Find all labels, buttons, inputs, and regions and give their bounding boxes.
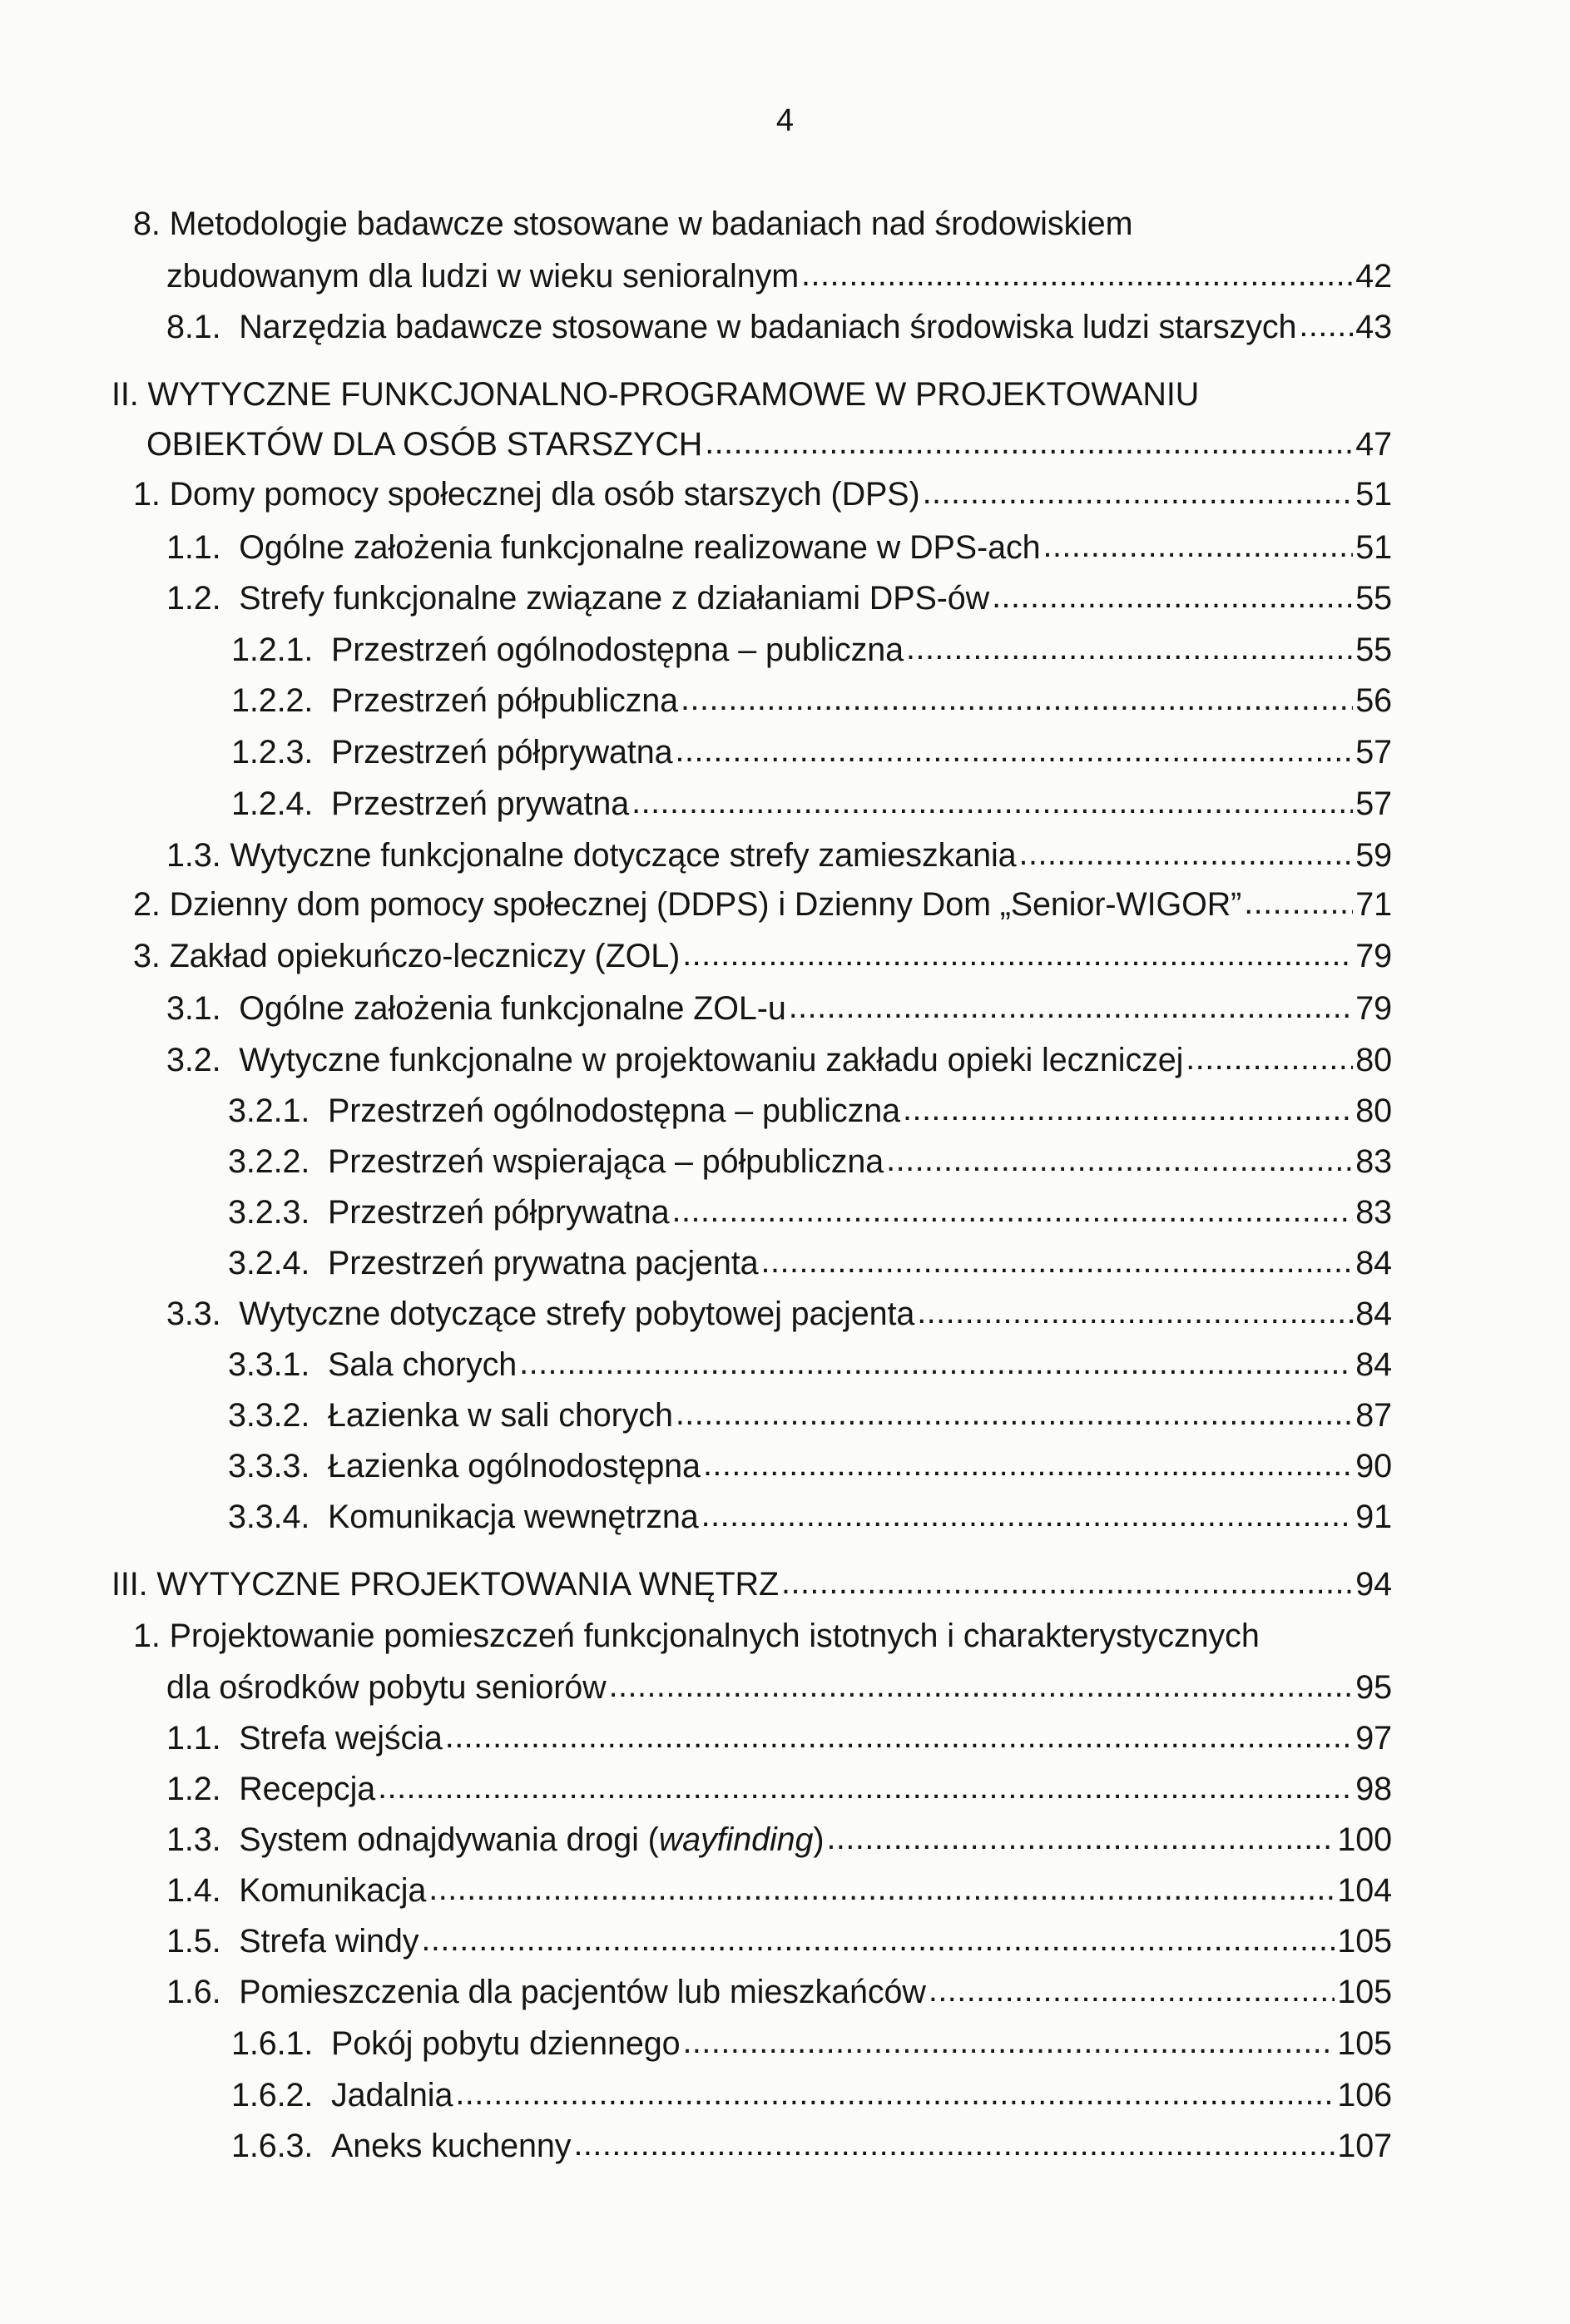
- toc-leader: [378, 1767, 1353, 1807]
- toc-leader: [1043, 526, 1353, 566]
- toc-entry-text: zbudowanym dla ludzi w wieku senioralnym: [166, 258, 800, 295]
- toc-entry-text: 1.4. Komunikacja: [166, 1872, 427, 1909]
- toc-entry-text: 3.3. Wytyczne dotyczące strefy pobytowej pacjenta: [166, 1296, 915, 1332]
- toc-leader: [923, 473, 1354, 513]
- toc-leader: [455, 2074, 1335, 2113]
- toc-leader: [906, 628, 1353, 668]
- toc-leader: [1299, 305, 1353, 345]
- toc-leader: [1019, 834, 1354, 874]
- toc-entry: [166, 1972, 1392, 2012]
- toc-leader: [681, 679, 1353, 719]
- toc-leader: [428, 1869, 1335, 1909]
- toc-entry: [228, 1192, 1392, 1232]
- toc-entry: [166, 1718, 1392, 1758]
- toc-entry-text: OBIEKTÓW DLA OSÓB STARSZYCH: [146, 426, 703, 463]
- toc-entry-text: 3.3.3. Łazienka ogólnodostępna: [228, 1448, 701, 1484]
- toc-leader: [631, 782, 1353, 822]
- toc-entry: [166, 1294, 1392, 1334]
- toc-entry-text: 2. Dzienny dom pomocy społecznej (DDPS) i Dzienny Dom „Senior-WIGOR”: [133, 886, 1242, 923]
- toc-entry: [228, 1243, 1392, 1283]
- toc-page-number: 97: [1355, 1720, 1392, 1757]
- toc-entry-text: 1.2. Recepcja: [166, 1771, 376, 1807]
- toc-page-number: 106: [1337, 2077, 1392, 2113]
- toc-entry: [166, 1871, 1392, 1910]
- toc-entry-text: 1.1. Strefa wejścia: [166, 1720, 443, 1757]
- toc-leader: [676, 1394, 1353, 1434]
- toc-leader: [701, 1495, 1354, 1535]
- toc-entry-text: 8.1. Narzędzia badawcze stosowane w badaniach środowiska ludzi starszych: [166, 309, 1297, 345]
- toc-leader: [676, 731, 1354, 771]
- toc-leader: [917, 1292, 1353, 1332]
- toc-page-number: 83: [1355, 1194, 1392, 1231]
- toc-leader: [445, 1717, 1354, 1757]
- toc-entry-text: 8. Metodologie badawcze stosowane w badaniach nad środowiskiem: [133, 206, 1133, 242]
- toc-page-number: 105: [1337, 1923, 1392, 1960]
- toc-leader: [801, 255, 1353, 295]
- toc-entry: [228, 1142, 1392, 1182]
- toc-entry-text: 3.2.4. Przestrzeń prywatna pacjenta: [228, 1245, 759, 1281]
- toc-entry-text: 1.6.1. Pokój pobytu dziennego: [231, 2025, 681, 2062]
- toc-entry-text: 3.3.2. Łazienka w sali chorych: [228, 1397, 673, 1434]
- toc-leader: [789, 987, 1354, 1027]
- toc-leader: [672, 1191, 1354, 1231]
- toc-entry-text: 3. Zakład opiekuńczo-leczniczy (ZOL): [133, 938, 681, 974]
- toc-entry: [111, 374, 1199, 414]
- toc-entry: [133, 936, 1392, 976]
- toc-leader: [682, 934, 1353, 974]
- toc-page-number: 80: [1355, 1042, 1392, 1078]
- toc-page-number: 55: [1355, 580, 1392, 617]
- toc-page-number: 100: [1337, 1821, 1392, 1858]
- toc-entry: [228, 1497, 1392, 1537]
- toc-page-number: 105: [1337, 2025, 1392, 2062]
- toc-entry-text: 3.2.2. Przestrzeń wspierająca – półpubliczna: [228, 1143, 884, 1180]
- toc-entry: [228, 1345, 1392, 1385]
- toc-entry: [146, 424, 1392, 464]
- toc-entry: [111, 1564, 1392, 1604]
- toc-entry: [231, 681, 1392, 721]
- toc-entry-text: 3.2.1. Przestrzeń ogólnodostępna – publiczna: [228, 1093, 900, 1129]
- toc-entry: [231, 2075, 1392, 2115]
- toc-leader: [703, 1444, 1353, 1484]
- toc-entry: [133, 885, 1392, 924]
- toc-entry-text: 1.5. Strefa windy: [166, 1923, 419, 1960]
- toc-entry: [166, 528, 1392, 567]
- toc-entry: [228, 1395, 1392, 1435]
- toc-entry-text: II. WYTYCZNE FUNKCJONALNO-PROGRAMOWE W PROJEKTOWANIU: [111, 376, 1200, 413]
- toc-page-number: 84: [1355, 1245, 1392, 1281]
- toc-page-number: 43: [1355, 309, 1392, 345]
- toc-entry-text: 3.2.3. Przestrzeń półprywatna: [228, 1194, 670, 1231]
- toc-leader: [903, 1089, 1353, 1129]
- toc-page-number: 105: [1337, 1974, 1392, 2010]
- toc-entry-text: dla ośrodków pobytu seniorów: [166, 1669, 607, 1706]
- toc-leader: [573, 2124, 1335, 2164]
- toc-entry: [231, 630, 1392, 670]
- toc-entry: [166, 835, 1392, 875]
- toc-page-number: 95: [1355, 1669, 1392, 1706]
- toc-entry-text: 1.2.1. Przestrzeń ogólnodostępna – publiczna: [231, 632, 904, 668]
- toc-entry-text: 1.6.3. Aneks kuchenny: [231, 2128, 572, 2164]
- toc-entry-text: 1.3. System odnajdywania drogi (wayfinding): [166, 1821, 825, 1858]
- toc-leader: [886, 1140, 1353, 1180]
- toc-leader: [826, 1818, 1335, 1858]
- toc-leader: [421, 1920, 1335, 1960]
- toc-entry: [166, 1921, 1392, 1961]
- toc-entry: [166, 307, 1392, 347]
- toc-page-number: 87: [1355, 1397, 1392, 1434]
- toc-leader: [1244, 883, 1353, 923]
- toc-page-number: 59: [1355, 837, 1392, 874]
- toc-entry-text: 1.6.2. Jadalnia: [231, 2077, 453, 2113]
- toc-entry-text: 1.6. Pomieszczenia dla pacjentów lub mieszkańców: [166, 1974, 926, 2010]
- toc-entry-text: 3.3.1. Sala chorych: [228, 1346, 518, 1383]
- toc-leader: [761, 1241, 1354, 1281]
- toc-leader: [929, 1970, 1335, 2010]
- toc-page-number: 107: [1337, 2128, 1392, 2164]
- toc-page-number: 57: [1355, 734, 1392, 771]
- toc-entry-text: 1.2.4. Przestrzeń prywatna: [231, 785, 630, 822]
- toc-leader: [781, 1563, 1353, 1603]
- toc-leader: [1186, 1038, 1353, 1078]
- toc-page-number: 47: [1355, 426, 1392, 463]
- toc-page-number: 56: [1355, 682, 1392, 719]
- toc-page-number: 91: [1355, 1499, 1392, 1535]
- toc-entry: [231, 784, 1392, 824]
- toc-page-number: 71: [1355, 886, 1392, 923]
- toc-entry: [133, 474, 1392, 514]
- toc-page-number: 80: [1355, 1093, 1392, 1129]
- toc-entry: [166, 1667, 1392, 1707]
- toc-page-number: 51: [1355, 476, 1392, 513]
- toc-page-number: 79: [1355, 938, 1392, 974]
- toc-leader: [705, 423, 1353, 463]
- toc-entry-text: 1.1. Ogólne założenia funkcjonalne realizowane w DPS-ach: [166, 529, 1041, 566]
- toc-entry: [231, 2024, 1392, 2064]
- toc-leader: [992, 577, 1353, 617]
- toc-entry-text: 1.3. Wytyczne funkcjonalne dotyczące strefy zamieszkania: [166, 837, 1017, 874]
- toc-entry: [228, 1091, 1392, 1131]
- toc-page-number: 79: [1355, 990, 1392, 1027]
- toc-leader: [519, 1343, 1353, 1383]
- toc-page-number: 90: [1355, 1448, 1392, 1484]
- toc-page-number: 84: [1355, 1296, 1392, 1332]
- toc-entry: [231, 2126, 1392, 2166]
- toc-entry-text: 3.3.4. Komunikacja wewnętrzna: [228, 1499, 699, 1535]
- toc-entry-text: 1.2.2. Przestrzeń półpubliczna: [231, 682, 679, 719]
- toc-entry: [228, 1446, 1392, 1486]
- toc-entry: [166, 256, 1392, 296]
- toc-page-number: 84: [1355, 1346, 1392, 1383]
- toc-entry: [166, 1040, 1392, 1080]
- toc-page-number: 94: [1355, 1566, 1392, 1603]
- toc-entry: [133, 204, 1132, 244]
- toc-entry-text: 3.1. Ogólne założenia funkcjonalne ZOL-u: [166, 990, 786, 1027]
- toc-entry: [166, 578, 1392, 618]
- toc-entry: [166, 1769, 1392, 1809]
- toc-entry-text: 1.2. Strefy funkcjonalne związane z działaniami DPS-ów: [166, 580, 990, 617]
- toc-entry-text: 1.2.3. Przestrzeń półprywatna: [231, 734, 673, 771]
- toc-page-number: 57: [1355, 785, 1392, 822]
- toc-entry-text: III. WYTYCZNE PROJEKTOWANIA WNĘTRZ: [111, 1566, 779, 1603]
- toc-entry-text: 1. Projektowanie pomieszczeń funkcjonalnych istotnych i charakterystycznych: [133, 1618, 1260, 1654]
- toc-page-number: 83: [1355, 1143, 1392, 1180]
- toc-page-number: 51: [1355, 529, 1392, 566]
- toc-leader: [682, 2022, 1335, 2062]
- toc-entry: [166, 1820, 1392, 1860]
- page-number: 4: [775, 103, 795, 138]
- toc-entry-text: 1. Domy pomocy społecznej dla osób starszych (DPS): [133, 476, 920, 513]
- toc-entry-text: 3.2. Wytyczne funkcjonalne w projektowaniu zakładu opieki leczniczej: [166, 1042, 1184, 1078]
- toc-entry: [231, 732, 1392, 772]
- toc-page-number: 42: [1355, 258, 1392, 295]
- toc-page-number: 55: [1355, 632, 1392, 668]
- toc-leader: [609, 1666, 1354, 1706]
- toc-page-number: 104: [1337, 1872, 1392, 1909]
- toc-page-number: 98: [1355, 1771, 1392, 1807]
- toc-entry: [133, 1616, 1260, 1656]
- toc-entry: [166, 989, 1392, 1028]
